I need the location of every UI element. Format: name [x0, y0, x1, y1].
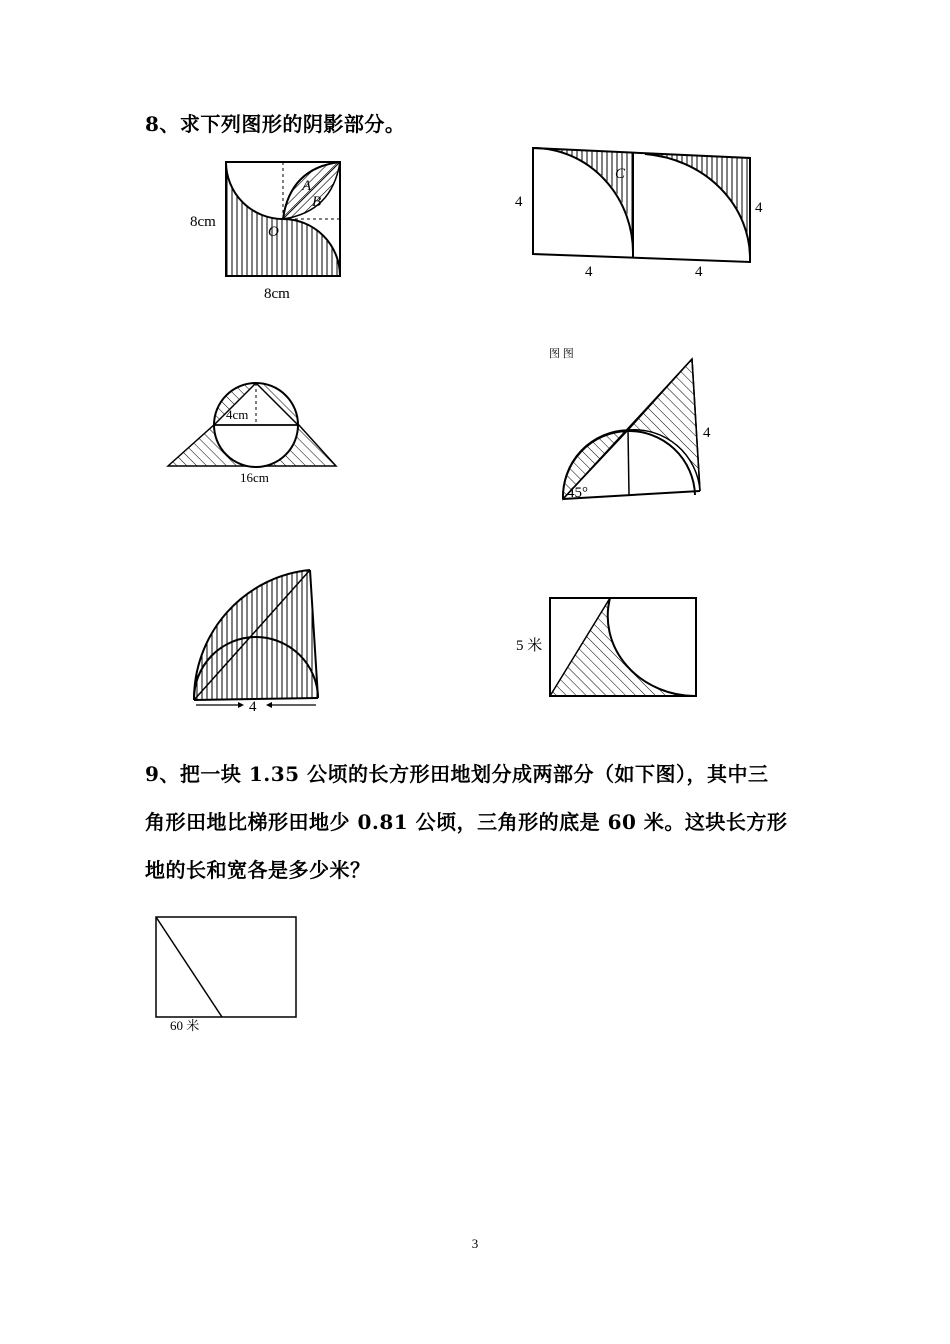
- fig3-base-label: 16cm: [240, 470, 269, 485]
- figure-6-rectangle-arc: [510, 590, 710, 705]
- fig6-height-label: 5 米: [516, 638, 543, 654]
- fig2-shaded-region-left: [533, 148, 633, 254]
- fig3-radius-label: 4cm: [226, 407, 249, 422]
- fig2-label-bottom-left: 4: [585, 264, 593, 280]
- figure-3-circle-triangle: [160, 370, 350, 490]
- fig2-shaded-region-right: [633, 152, 750, 262]
- fig1-point-o: O: [268, 224, 279, 240]
- fig1-point-b: B: [312, 194, 322, 210]
- fig2-point-c: C: [615, 166, 626, 182]
- question-9-line-1: 9、把一块 1.35 公顷的长方形田地划分成两部分（如下图），其中三: [145, 762, 769, 786]
- figure-4-semicircle-triangle: [545, 345, 745, 515]
- figure-7-field-rectangle: [150, 910, 310, 1040]
- fig1-bottom-label: 8cm: [264, 286, 290, 302]
- fig7-base-label: 60 米: [170, 1018, 200, 1033]
- fig1-point-a: A: [302, 178, 312, 194]
- question-9-line-3: 地的长和宽各是多少米？: [145, 858, 371, 882]
- question-9-line-2: 角形田地比梯形田地少 0.81 公顷，三角形的底是 60 米。这块长方形: [145, 810, 788, 834]
- fig2-label-bottom-right: 4: [695, 264, 703, 280]
- fig4-angle-label: 45°: [567, 485, 588, 501]
- fig1-side-label: 8cm: [190, 214, 216, 230]
- figure-2-two-squares: [505, 140, 785, 290]
- fig4-top-fragment: 图 图: [549, 348, 574, 360]
- figure-1-square-leaf: [180, 150, 360, 310]
- page-number: 3: [471, 1236, 479, 1251]
- figure-5-quarter-semicircle: [180, 560, 340, 720]
- fig2-label-left: 4: [515, 194, 523, 210]
- fig2-label-right: 4: [755, 200, 763, 216]
- fig4-side-label: 4: [703, 425, 711, 441]
- fig6-shaded-region: [550, 598, 695, 696]
- fig5-base-label: 4: [249, 699, 257, 715]
- question-8-title: 8、求下列图形的阴影部分。: [145, 112, 406, 136]
